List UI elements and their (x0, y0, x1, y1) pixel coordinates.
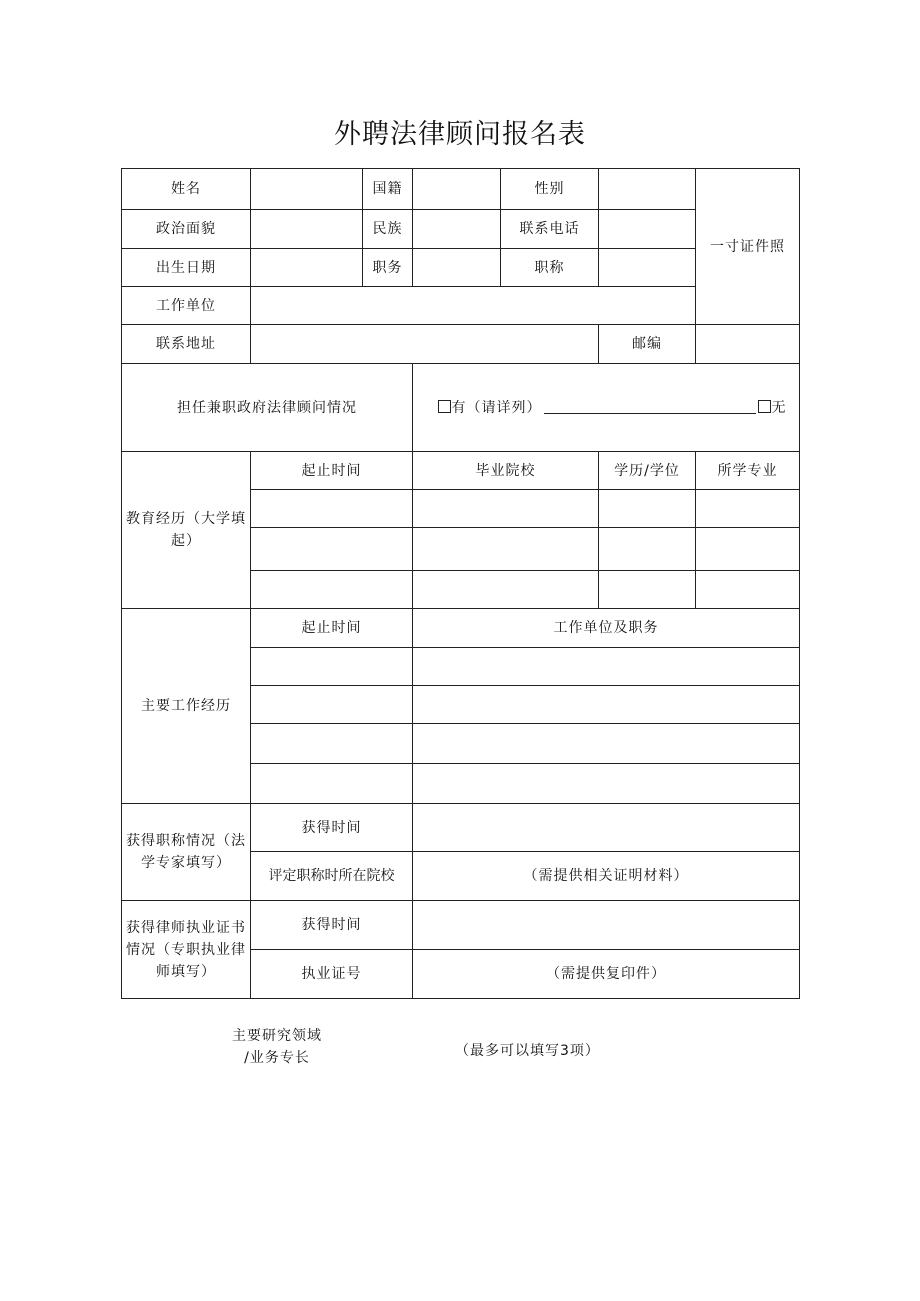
work-cell[interactable] (251, 764, 413, 804)
position-field[interactable] (413, 249, 501, 287)
address-label: 联系地址 (122, 325, 251, 364)
gender-label: 性别 (501, 169, 599, 210)
research-area-label-line2: /业务专长 (244, 1050, 310, 1066)
ethnicity-field[interactable] (413, 210, 501, 249)
title-rank-label: 职称 (501, 249, 599, 287)
education-cell[interactable] (251, 528, 413, 571)
education-cell[interactable] (599, 528, 696, 571)
education-col-major: 所学专业 (696, 452, 800, 490)
work-label: 主要工作经历 (122, 609, 251, 804)
birth-label: 出生日期 (122, 249, 251, 287)
work-cell[interactable] (413, 764, 800, 804)
title-rank-field[interactable] (599, 249, 696, 287)
workplace-field[interactable] (251, 287, 696, 325)
pro-title-school-field[interactable]: （需提供相关证明材料） (413, 852, 800, 901)
work-col-employer: 工作单位及职务 (413, 609, 800, 648)
advisor-no-checkbox[interactable] (758, 400, 771, 413)
pro-title-time-field[interactable] (413, 804, 800, 852)
education-col-period: 起止时间 (251, 452, 413, 490)
work-cell[interactable] (413, 686, 800, 724)
advisor-no-label: 无 (771, 399, 787, 416)
education-col-degree: 学历/学位 (599, 452, 696, 490)
phone-label: 联系电话 (501, 210, 599, 249)
license-time-field[interactable] (413, 901, 800, 950)
license-time-label: 获得时间 (251, 901, 413, 950)
work-cell[interactable] (251, 724, 413, 764)
license-number-label: 执业证号 (251, 950, 413, 999)
research-area-label (222, 1025, 332, 1069)
education-cell[interactable] (696, 571, 800, 609)
page-title: 外聘法律顾问报名表 (334, 119, 586, 150)
address-field[interactable] (251, 325, 599, 364)
political-field[interactable] (251, 210, 363, 249)
advisor-yes-checkbox[interactable] (438, 400, 451, 413)
work-cell[interactable] (413, 724, 800, 764)
pro-title-school-label: 评定职称时所在院校 (251, 852, 413, 901)
education-cell[interactable] (696, 490, 800, 528)
photo-box[interactable]: 一寸证件照 (696, 169, 800, 325)
work-col-period: 起止时间 (251, 609, 413, 648)
work-cell[interactable] (251, 648, 413, 686)
advisor-label: 担任兼职政府法律顾问情况 (122, 364, 413, 452)
postcode-label: 邮编 (599, 325, 696, 364)
name-label: 姓名 (122, 169, 251, 210)
education-col-school: 毕业院校 (413, 452, 599, 490)
education-cell[interactable] (599, 490, 696, 528)
education-cell[interactable] (251, 571, 413, 609)
research-area-label-line1: 主要研究领域 (232, 1028, 322, 1044)
political-label: 政治面貌 (122, 210, 251, 249)
research-area-note: （最多可以填写3项） (455, 1043, 600, 1059)
pro-title-label: 获得职称情况（法学专家填写） (122, 804, 251, 901)
education-label: 教育经历（大学填起） (122, 452, 251, 609)
education-cell[interactable] (696, 528, 800, 571)
advisor-yes-label: 有（请详列） (451, 399, 542, 416)
nationality-label: 国籍 (363, 169, 413, 210)
nationality-field[interactable] (413, 169, 501, 210)
education-cell[interactable] (413, 571, 599, 609)
work-cell[interactable] (251, 686, 413, 724)
education-cell[interactable] (251, 490, 413, 528)
phone-field[interactable] (599, 210, 696, 249)
birth-field[interactable] (251, 249, 363, 287)
gender-field[interactable] (599, 169, 696, 210)
education-cell[interactable] (599, 571, 696, 609)
pro-title-time-label: 获得时间 (251, 804, 413, 852)
position-label: 职务 (363, 249, 413, 287)
workplace-label: 工作单位 (122, 287, 251, 325)
postcode-field[interactable] (696, 325, 800, 364)
ethnicity-label: 民族 (363, 210, 413, 249)
education-cell[interactable] (413, 528, 599, 571)
license-number-field[interactable]: （需提供复印件） (413, 950, 800, 999)
license-label: 获得律师执业证书情况（专职执业律师填写） (122, 901, 251, 999)
advisor-options (413, 364, 800, 452)
advisor-detail-line[interactable] (544, 399, 756, 414)
name-field[interactable] (251, 169, 363, 210)
education-cell[interactable] (413, 490, 599, 528)
work-cell[interactable] (413, 648, 800, 686)
registration-form (121, 168, 800, 999)
